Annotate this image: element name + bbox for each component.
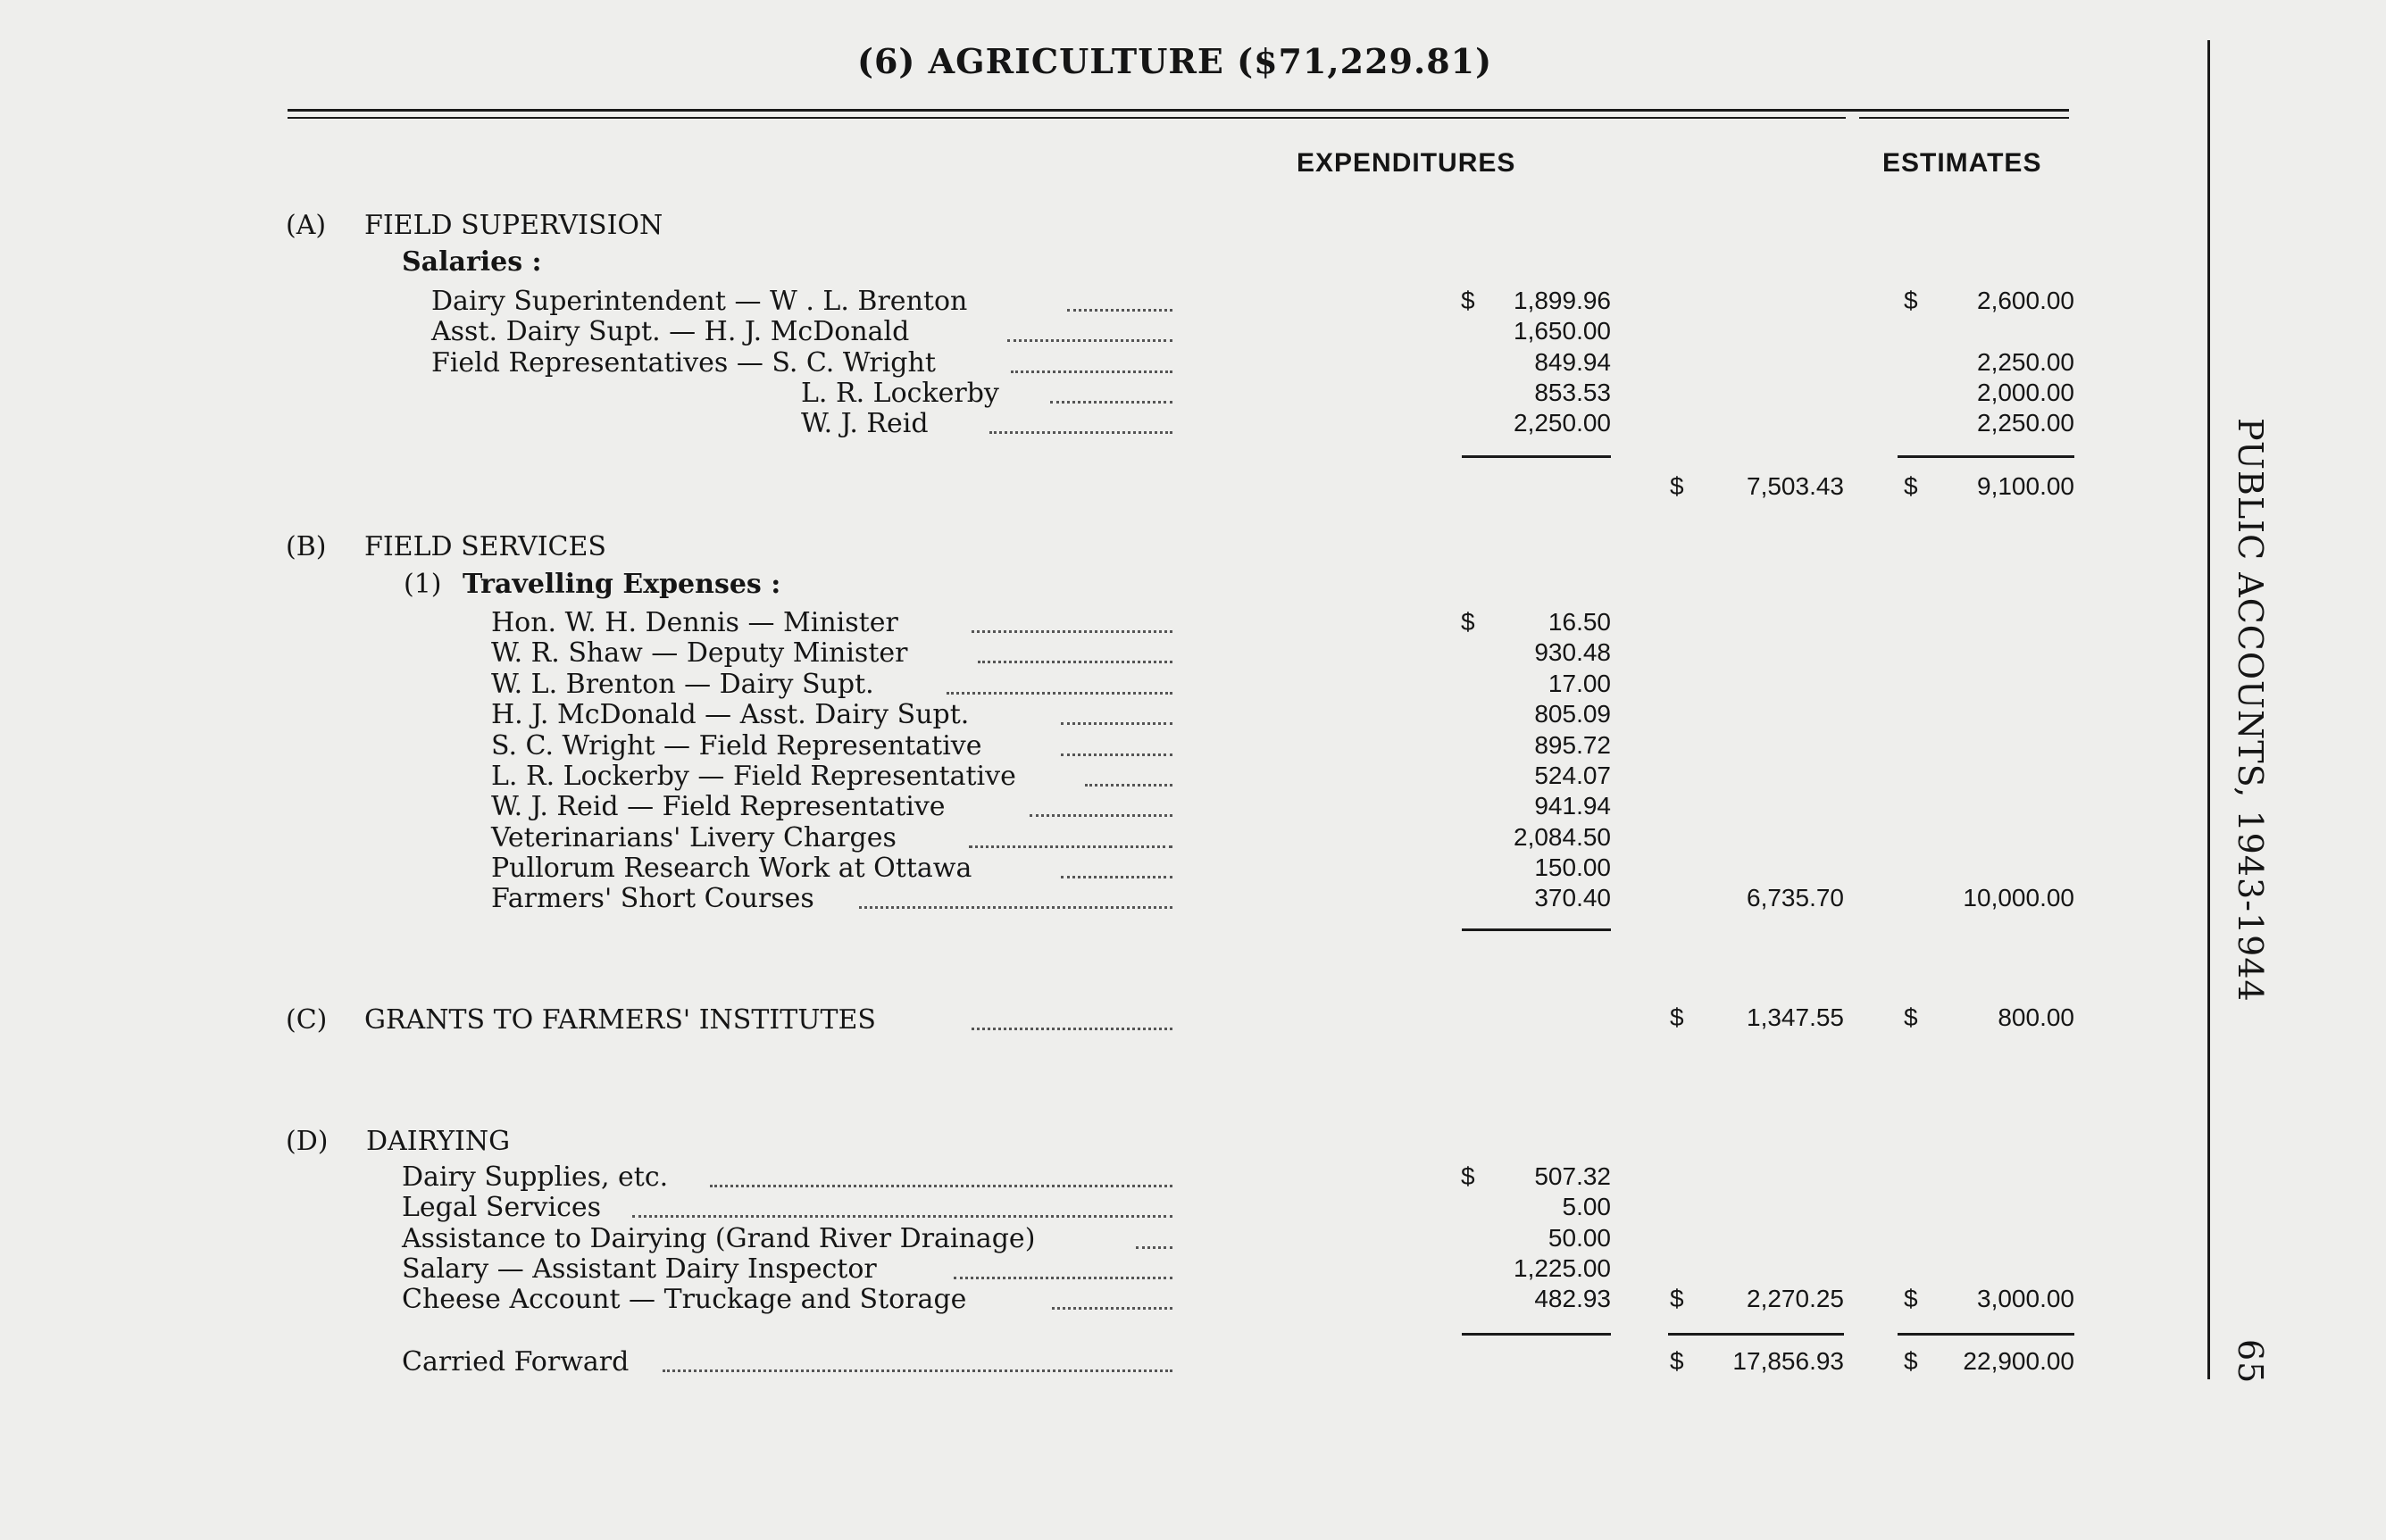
leader-dots [1067,309,1172,312]
carried-forward-total: 17,856.93 [1732,1347,1844,1375]
estimate-total: 3,000.00 [1977,1285,2074,1312]
line-label: L. R. Lockerby [801,378,999,409]
expenditure-amount: 17.00 [1548,670,1611,697]
line-label: Farmers' Short Courses [491,883,814,914]
line-label: Hon. W. H. Dennis — Minister [491,607,898,638]
leader-dots [1007,339,1172,342]
estimate-total-dollar-sign: $ [1904,1347,1918,1375]
leader-dots [632,1215,1172,1218]
line-label: Legal Services [402,1192,602,1223]
line-label: Assistance to Dairying (Grand River Drainage) [402,1223,1036,1254]
title-rule-bottom-left [288,117,1846,119]
side-heading: PUBLIC ACCOUNTS, 1943-1944 [2231,418,2270,1003]
expenditure-amount: 895.72 [1534,731,1611,759]
total-dollar-sign: $ [1670,1285,1684,1312]
subtotal-rule [1462,928,1611,931]
line-label: S. C. Wright — Field Representative [491,730,982,762]
carried-forward-estimate: 22,900.00 [1963,1347,2074,1375]
section-b-sub-number: (1) [404,569,442,600]
expenditure-amount: 16.50 [1548,608,1611,636]
leader-dots [947,692,1172,695]
leader-dots [1011,370,1172,373]
section-b-title: FIELD SERVICES [364,531,606,562]
line-label: W. J. Reid — Field Representative [491,791,946,822]
title-rule-top [288,109,2069,112]
section-c-letter: (C) [286,1004,328,1036]
leader-dots [1050,401,1172,404]
line-label: L. R. Lockerby — Field Representative [491,761,1016,792]
section-a-subheading: Salaries : [402,246,542,278]
expenditure-amount: 805.09 [1534,700,1611,728]
section-b-letter: (B) [286,531,327,562]
dollar-sign: $ [1461,287,1475,314]
line-label: Asst. Dairy Supt. — H. J. McDonald [431,316,910,347]
section-a-letter: (A) [286,210,327,241]
leader-dots [1052,1307,1172,1310]
expenditure-amount: 941.94 [1534,792,1611,820]
dollar-sign: $ [1461,608,1475,636]
estimate-total: 9,100.00 [1977,472,2074,500]
subtotal-rule [1462,1333,1611,1336]
line-label: W. L. Brenton — Dairy Supt. [491,669,874,700]
section-total: 2,270.25 [1747,1285,1844,1312]
expenditure-amount: 853.53 [1534,379,1611,406]
estimates-header: ESTIMATES [1882,148,2042,178]
leader-dots [1085,784,1172,787]
leader-dots [1030,814,1172,817]
line-label: W. J. Reid [801,408,929,439]
leader-dots [978,661,1172,663]
estimate-amount: 2,250.00 [1977,409,2074,437]
leader-dots [969,845,1172,848]
expenditure-amount: 1,899.96 [1514,287,1611,314]
expenditure-amount: 524.07 [1534,762,1611,789]
total-dollar-sign: $ [1670,1003,1684,1031]
estimate-amount: 2,600.00 [1977,287,2074,314]
leader-dots [859,906,1172,909]
expenditure-amount: 150.00 [1534,853,1611,881]
title-rule-bottom-right [1859,117,2069,119]
section-d-title: DAIRYING [366,1126,511,1157]
page-title: (6) AGRICULTURE ($71,229.81) [857,41,1493,81]
line-label: Field Representatives — S. C. Wright [431,347,936,379]
expenditure-amount: 370.40 [1534,884,1611,912]
line-label: H. J. McDonald — Asst. Dairy Supt. [491,699,970,730]
section-a-title: FIELD SUPERVISION [364,210,663,241]
leader-dots [1061,753,1172,756]
expenditure-amount: 2,250.00 [1514,409,1611,437]
line-label: Pullorum Research Work at Ottawa [491,853,972,884]
total-dollar-sign: $ [1670,472,1684,500]
estimate-subtotal-rule [1898,455,2074,458]
leader-dots [710,1185,1172,1187]
leader-dots [972,630,1172,633]
expenditures-header: EXPENDITURES [1297,148,1516,178]
estimate-total-rule [1898,1333,2074,1336]
page-number: 65 [2231,1339,2270,1385]
leader-dots [663,1369,1172,1372]
total-dollar-sign: $ [1670,1347,1684,1375]
line-label: Dairy Supplies, etc. [402,1161,669,1193]
section-total: 6,735.70 [1747,884,1844,912]
carried-forward-label: Carried Forward [402,1346,630,1378]
estimate-total-dollar-sign: $ [1904,1003,1918,1031]
expenditure-amount: 2,084.50 [1514,823,1611,851]
estimate-amount: 2,000.00 [1977,379,2074,406]
section-total: 1,347.55 [1747,1003,1844,1031]
expenditure-amount: 50.00 [1548,1224,1611,1252]
section-total: 7,503.43 [1747,472,1844,500]
estimate-total-dollar-sign: $ [1904,472,1918,500]
section-c-title: GRANTS TO FARMERS' INSTITUTES [364,1004,876,1036]
expenditure-amount: 1,225.00 [1514,1254,1611,1282]
dollar-sign: $ [1461,1162,1475,1190]
line-label: Dairy Superintendent — W . L. Brenton [431,286,968,317]
leader-dots [1061,876,1172,878]
leader-dots [1136,1246,1172,1249]
leader-dots [989,431,1172,434]
estimate-dollar-sign: $ [1904,287,1918,314]
expenditure-amount: 482.93 [1534,1285,1611,1312]
estimate-total: 800.00 [1998,1003,2074,1031]
estimate-total-dollar-sign: $ [1904,1285,1918,1312]
expenditure-amount: 930.48 [1534,638,1611,666]
estimate-total: 10,000.00 [1963,884,2074,912]
line-label: Veterinarians' Livery Charges [491,822,897,853]
expenditure-amount: 5.00 [1562,1193,1611,1220]
leader-dots [1061,722,1172,725]
margin-rule [2207,40,2210,1379]
section-d-letter: (D) [286,1126,329,1157]
line-label: W. R. Shaw — Deputy Minister [491,637,908,669]
line-label: Salary — Assistant Dairy Inspector [402,1253,877,1285]
section-b-subheading: Travelling Expenses : [463,569,781,600]
subtotal-rule [1462,455,1611,458]
expenditure-amount: 1,650.00 [1514,317,1611,345]
leader-dots [972,1028,1172,1030]
expenditure-amount: 849.94 [1534,348,1611,376]
estimate-amount: 2,250.00 [1977,348,2074,376]
leader-dots [954,1277,1172,1279]
line-label: Cheese Account — Truckage and Storage [402,1284,967,1315]
total-rule [1668,1333,1844,1336]
expenditure-amount: 507.32 [1534,1162,1611,1190]
